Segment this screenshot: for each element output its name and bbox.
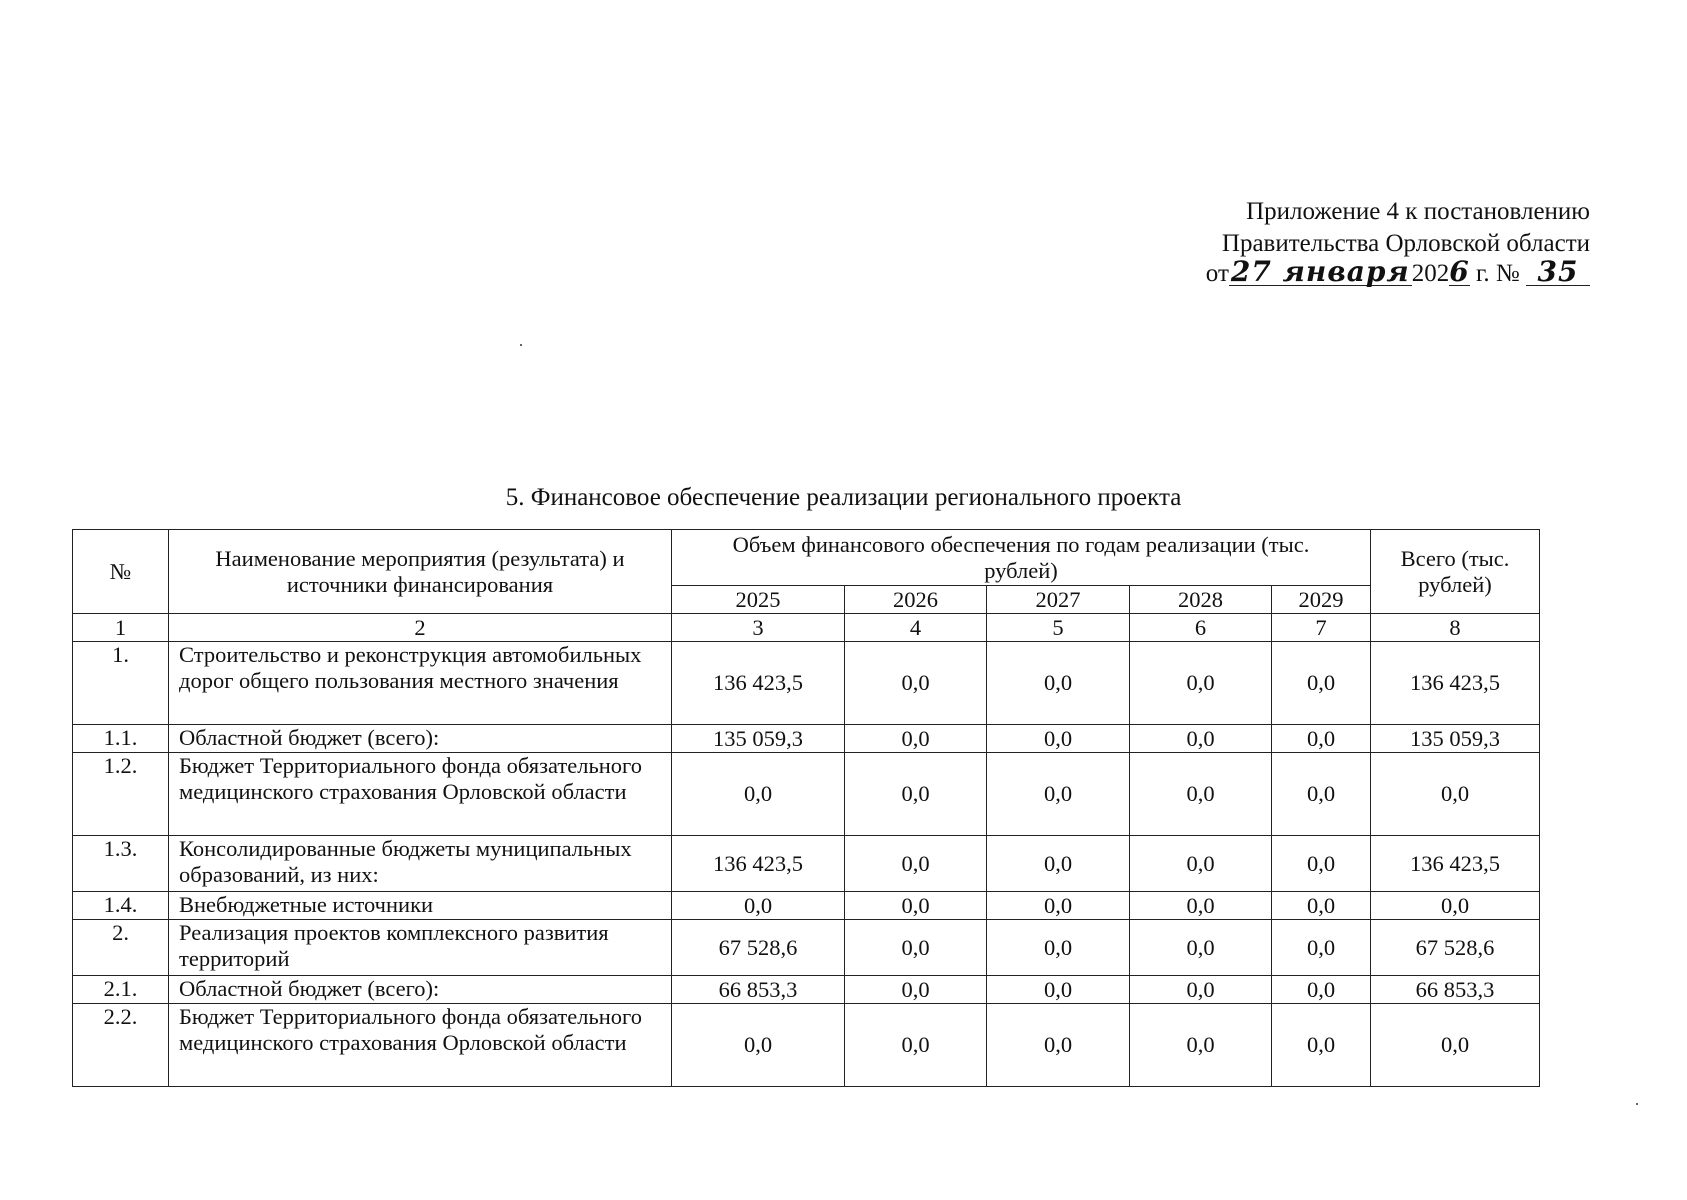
col-number: 7: [1272, 614, 1371, 642]
header-year: 2026: [845, 586, 987, 614]
header-name: Наименование мероприятия (результата) и источники финансирования: [169, 530, 672, 614]
row-name: Внебюджетные источники: [169, 892, 672, 920]
cell-2027: 0,0: [987, 892, 1130, 920]
cell-2028: 0,0: [1130, 836, 1272, 892]
row-name: Реализация проектов комплексного развития территорий: [169, 920, 672, 976]
handwritten-number: 35: [1526, 259, 1590, 286]
cell-2025: 136 423,5: [672, 836, 845, 892]
row-name: Бюджет Территориального фонда обязательного медицинского страхования Орловской области: [169, 1004, 672, 1087]
cell-2027: 0,0: [987, 976, 1130, 1004]
cell-2027: 0,0: [987, 836, 1130, 892]
row-num: 1.1.: [73, 725, 169, 753]
row-name: Консолидированные бюджеты муниципальных образований, из них:: [169, 836, 672, 892]
row-name: Строительство и реконструкция автомобильных дорог общего пользования местного значения: [169, 642, 672, 725]
cell-2025: 0,0: [672, 753, 845, 836]
col-number: 1: [73, 614, 169, 642]
row-num: 2.2.: [73, 1004, 169, 1087]
cell-2028: 0,0: [1130, 976, 1272, 1004]
cell-total: 0,0: [1371, 892, 1540, 920]
row-num: 2.1.: [73, 976, 169, 1004]
row-num: 1.2.: [73, 753, 169, 836]
header-num: №: [73, 530, 169, 614]
table-row: [73, 753, 1540, 836]
document-header: [1100, 196, 1590, 292]
handwritten-date: 27 января: [1230, 255, 1410, 288]
cell-2029: 0,0: [1272, 976, 1371, 1004]
header-year: 2028: [1130, 586, 1272, 614]
cell-total: 136 423,5: [1371, 642, 1540, 725]
table-row: [73, 1004, 1540, 1087]
col-number: 4: [845, 614, 987, 642]
date-number-line: [1100, 255, 1590, 290]
government-line: Правительства Орловской области: [1221, 230, 1590, 257]
col-number: 6: [1130, 614, 1272, 642]
table-row: [73, 892, 1540, 920]
cell-2028: 0,0: [1130, 1004, 1272, 1087]
header-volume: Объем финансового обеспечения по годам реализации (тыс. рублей): [672, 530, 1371, 586]
cell-2027: 0,0: [987, 642, 1130, 725]
cell-total: 135 059,3: [1371, 725, 1540, 753]
col-number: 2: [169, 614, 672, 642]
header-row-1: [73, 530, 1540, 586]
year-prefix: 202: [1411, 260, 1450, 287]
cell-2029: 0,0: [1272, 753, 1371, 836]
cell-total: 136 423,5: [1371, 836, 1540, 892]
cell-2028: 0,0: [1130, 725, 1272, 753]
header-year: 2025: [672, 586, 845, 614]
cell-2026: 0,0: [845, 753, 987, 836]
cell-2028: 0,0: [1130, 892, 1272, 920]
table-row: [73, 976, 1540, 1004]
row-num: 1.: [73, 642, 169, 725]
cell-2025: 135 059,3: [672, 725, 845, 753]
header-year: 2027: [987, 586, 1130, 614]
year-suffix: г. №: [1469, 260, 1520, 287]
col-number: 5: [987, 614, 1130, 642]
cell-total: 0,0: [1371, 753, 1540, 836]
cell-2028: 0,0: [1130, 920, 1272, 976]
cell-2027: 0,0: [987, 1004, 1130, 1087]
cell-2027: 0,0: [987, 753, 1130, 836]
table-row: [73, 920, 1540, 976]
cell-2028: 0,0: [1130, 642, 1272, 725]
cell-2025: 66 853,3: [672, 976, 845, 1004]
cell-2026: 0,0: [845, 725, 987, 753]
scan-speck: [1636, 1103, 1638, 1105]
cell-2025: 0,0: [672, 892, 845, 920]
cell-2029: 0,0: [1272, 836, 1371, 892]
cell-2027: 0,0: [987, 920, 1130, 976]
cell-2026: 0,0: [845, 920, 987, 976]
col-number: 3: [672, 614, 845, 642]
cell-2025: 136 423,5: [672, 642, 845, 725]
column-number-row: [73, 614, 1540, 642]
prefix-ot: от: [1205, 260, 1229, 287]
cell-2025: 0,0: [672, 1004, 845, 1087]
cell-total: 67 528,6: [1371, 920, 1540, 976]
cell-2028: 0,0: [1130, 753, 1272, 836]
row-name: Бюджет Территориального фонда обязательного медицинского страхования Орловской области: [169, 753, 672, 836]
appendix-line: Приложение 4 к постановлению: [1246, 198, 1590, 225]
cell-2026: 0,0: [845, 642, 987, 725]
header-year: 2029: [1272, 586, 1371, 614]
col-number: 8: [1371, 614, 1540, 642]
cell-2026: 0,0: [845, 836, 987, 892]
cell-total: 66 853,3: [1371, 976, 1540, 1004]
cell-2029: 0,0: [1272, 1004, 1371, 1087]
row-num: 1.4.: [73, 892, 169, 920]
scan-speck: [520, 344, 522, 346]
cell-2025: 67 528,6: [672, 920, 845, 976]
cell-2029: 0,0: [1272, 892, 1371, 920]
table-row: [73, 836, 1540, 892]
cell-2029: 0,0: [1272, 920, 1371, 976]
cell-total: 0,0: [1371, 1004, 1540, 1087]
section-title: 5. Финансовое обеспечение реализации регионального проекта: [505, 484, 1182, 511]
row-name: Областной бюджет (всего):: [169, 725, 672, 753]
cell-2027: 0,0: [987, 725, 1130, 753]
header-total: Всего (тыс. рублей): [1371, 530, 1540, 614]
cell-2026: 0,0: [845, 1004, 987, 1087]
handwritten-year-digit: 6: [1449, 255, 1470, 288]
row-num: 1.3.: [73, 836, 169, 892]
cell-2029: 0,0: [1272, 725, 1371, 753]
row-num: 2.: [73, 920, 169, 976]
cell-2026: 0,0: [845, 892, 987, 920]
financing-table: [72, 529, 1540, 1087]
table-row: [73, 642, 1540, 725]
table-row: [73, 725, 1540, 753]
cell-2029: 0,0: [1272, 642, 1371, 725]
row-name: Областной бюджет (всего):: [169, 976, 672, 1004]
cell-2026: 0,0: [845, 976, 987, 1004]
